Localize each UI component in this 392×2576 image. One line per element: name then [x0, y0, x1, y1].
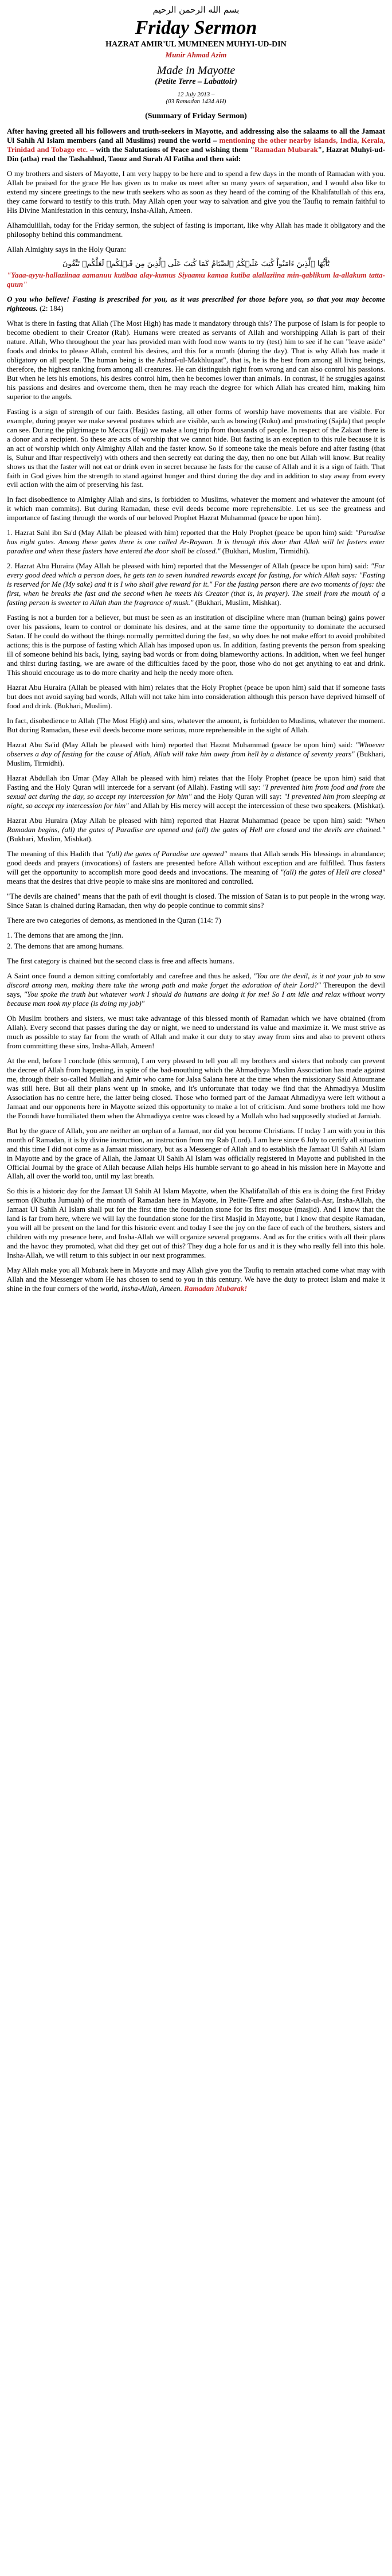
demon-categories-list: [7, 931, 385, 951]
paragraph: At the end, before I conclude (this sermon), I am very pleased to tell you all my brothers and sisters that nobody can prevent the decree of Allah from happening, in spite of the bad-mouthing which the Ahmadiyya Muslim Association has made against me, through their so-called Mullah and Amir who came for Jalsa Salana here at the time when the missionary Said Attoumane was still here. But all their plans went up in smoke, and it's unfortunate that today we find that the Ahmadiyya Muslim Association has no centre here, the latter being closed. Those who formed part of the Jamaat Ahmadiyya were left without a Jamaat and our opponents here in Mayotte seized this opportunity to make a lot of criticism. And some brothers told me how the Foondi have humiliated them when the Ahmadiyya centre was closed by a Mullah who had supposedly studied at Jamiah.: [7, 1056, 385, 1120]
paragraph: In fact, disobedience to Allah (The Most High) and sins, whatever the amount, is forbidden to Muslims, whatever the moment. But during Ramadan, these evil deeds become more serious, more reprehensible in the sight of Allah.: [7, 716, 385, 735]
date-hijri: (03 Ramadan 1434 AH): [166, 98, 226, 105]
document-title: Friday Sermon: [135, 17, 257, 38]
paragraph: O my brothers and sisters of Mayotte, I am very happy to be here and to spend a few days in the month of Ramadan with you. Allah be praised for the grace He has given us to make us meet after so many years of separation, and I would also like to extend my sincere greetings to the new truth seekers who as soon as they heard of the coming of the Khalifatullah of this era, they came forward to testify to this truth. May Allah open your way to salvation and give you the Taufiq to remain faithful to His Divine Manifestation in this century, Insha-Allah, Ameen.: [7, 169, 385, 214]
quran-verse-arabic: يَٰٓأَيُّهَا ٱلَّذِينَ ءَامَنُواْ كُتِبَ عَلَيۡكُمُ ٱلصِّيَامُ كَمَا كُتِبَ عَلَى ٱلَّذِينَ مِن قَبۡلِكُمۡ لَعَلَّكُمۡ تَتَّقُونَ: [62, 259, 330, 268]
quran-verse-translation: O you who believe! Fasting is prescribed for you, as it was prescribed for those before you, so that you may become righteous. (2: 184): [7, 294, 385, 313]
list-item: 2. The demons that are among humans.: [7, 941, 124, 950]
paragraph: Fasting is not a burden for a believer, but must be seen as an institution of discipline where man (human being) gains power over his passions, learn to control or dominate his desires, and at the same time the opportunity to dominate the accursed Satan. If he could do without the things normally permitted during the fast, so why does he not make effort to avoid prohibited actions; this is the purpose of fasting which Allah has imposed upon us. In addition, fasting prevents the person from speaking ill of someone behind his back, lying, saying bad words or from doing blameworthy actions. In addition, when we feel hunger and thirst during fasting, we are aware of the difficulties faced by the poor, those who do not get anything to eat and drink. This should encourage us to do more charity and help the needy more often.: [7, 613, 385, 677]
hadith-paragraph: Hazrat Abu Sa'id (May Allah be pleased with him) reported that Hazrat Muhammad (peace be upon him) said: "Whoever observes a day of fasting for the cause of Allah, Allah will take him away from hell by a distance of seventy years" (Bukhari, Muslim, Tirmidhi).: [7, 740, 385, 768]
hadith-paragraph: 2. Hazrat Abu Huraira (May Allah be pleased with him) reported that the Messenger of Allah (peace be upon him) said: "For every good deed which a person does, he gets ten to seven hundred rewards except for fasting, for which Allah says: "Fasting is reserved for Me (My sake) and it is I who shall give reward for it." For the fasting person there are two moments of joys: the first, when he breaks the fast and the second when he meets his Creator (that is, in prayer). The smell from the mouth of a fasting person is sweeter to Allah than the fragrance of musk." (Bukhari, Muslim, Mishkat).: [7, 561, 385, 607]
paragraph: What is there in fasting that Allah (The Most High) has made it mandatory through this? The purpose of Islam is for people to become obedient to their Creator (Rab). Humans were created as servants of Allah and worshipping Allah is part of their nature. Allah, Who throughout the year has provided man with food now wants to try (test) him to see if he can "leave aside" foods and drinks to please Allah, control his desires, and this for a month (during the day). That is why Allah has made it obligatory on all people. The human being is the Ashraf-ul-Makhluqaat", that is, he is the best from among all living beings, therefore, the highest ranking from among all creatures. He can distinguish right from wrong and can also control his passions. But when he lets his emotions, his desires control him, then he becomes lower than animals. In contrast, if he struggles against his passions and desires and overcome them, then he may reach the degree for which Allah has created him, making him superior to the angels.: [7, 318, 385, 401]
paragraph: But by the grace of Allah, you are neither an orphan of a Jamaat, nor did you become Christians. If today I am with you in this month of Ramadan, it is by divine instruction, an instruction from my Rab (Lord). I am here since 6 July to certify all situation and this time I did not come as a Jamaat missionary, but as a Messenger of Allah and to establish the Jamaat Ul Sahih Al Islam in Mayotte and by the grace of Allah, the Jamaat Ul Sahih Al Islam was officially registered in Mayotte and published in the Official Journal by the grace of Allah because Allah helps His humble servant to go ahead in his mission here in Mayotte and Allah, all over the world too, until my last breath.: [7, 1126, 385, 1181]
place-main: Made in Mayotte: [156, 64, 236, 77]
author-name: Munir Ahmad Azim: [165, 50, 227, 59]
paragraph: Allah Almighty says in the Holy Quran:: [7, 244, 126, 253]
paragraph: The meaning of this Hadith that "(all) the gates of Paradise are opened" means that Allah sends His blessings in abundance; good deeds and prayers (invocations) of fasters are presented before Allah without exception and are fulfilled. Thus fasters will get the opportunity to accomplish more good deeds and invocations. The meaning of "(all) the gates of Hell are closed" means that the desires that drive people to make sins are monitored and controlled.: [7, 849, 386, 885]
quran-verse-transliteration: "Yaaa-ayyu-hallaziinaa aamanuu kutibaa alay-kumus Siyaamu kamaa kutiba alallaziina min-qablikum la-allakum tatta-quun": [7, 270, 385, 288]
place-sub: (Petite Terre – Labattoir): [155, 77, 237, 86]
hadith-paragraph: 1. Hazrat Sahl ibn Sa'd (May Allah be pleased with him) reported that the Holy Prophet (peace be upon him) said: "Paradise has eight gates. Among these gates there is one called Ar-Rayaan. It is through this door that Allah will let fasters enter paradise and when these fasters have entered the door shall be closed." (Bukhari, Muslim, Tirmidhi).: [7, 528, 385, 556]
paragraph: Alhamdulillah, today for the Friday sermon, the subject of fasting is important, like why Allah has made it obligatory and the philosophy behind this commandment.: [7, 220, 385, 239]
date-gregorian: 12 July 2013 –: [177, 91, 215, 98]
paragraph: "The devils are chained" means that the path of evil thought is closed. The mission of Satan is to put people in the wrong way. Since Satan is chained during Ramadan, then why do people continue to commit sins?: [7, 891, 385, 910]
hadith-paragraph: Hazrat Abu Huraira (Allah be pleased with him) relates that the Holy Prophet (peace be upon him) said that if someone fasts but does not avoid saying bad words, Allah will not take him into consideration although this person have deprived himself of food and drink. (Bukhari, Muslim).: [7, 683, 385, 711]
intro-bold-mid: with the Salutations of Peace and wishing them ": [93, 145, 254, 154]
paragraph: Fasting is a sign of strength of our faith. Besides fasting, all other forms of worship have movements that are visible. For example, during prayer we make several postures which are visible, such as bowing (Ruku) and prostrating (Sajda) that people can see. During the pilgrimage to Mecca (Hajj) we make a long trip from thousands of people. In respect of the Zakaat there is a donor and a recipient. So these are acts of worship that we cannot hide. But fasting is an exception to this rule because it is an act of worship which only Almighty Allah and the faster know. So if someone take the meals before and after fasting (that is, Suhur and Iftar respectively) with others and then secretly eat during the day, then no one but Allah will know. But reality shows us that the faster will not eat or drink even in secret because he fasts for the cause of Allah and it is a sign of faith. That faith in God gives him the strength to stand against hunger and thirst during the day and in addition to stay away from every evil action with the aim of preserving his fast.: [7, 407, 385, 489]
intro-ramadan: Ramadan Mubarak: [254, 145, 318, 154]
hadith-paragraph: Hazrat Abu Huraira (May Allah be pleased with him) reported that Hazrat Muhammad (peace be upon him) said: "When Ramadan begins, (all) the gates of Paradise are opened and (all) the gates of Hell are closed and the devils are chained." (Bukhari, Muslim, Mishkat).: [7, 816, 385, 843]
bismillah: بسم الله الرحمن الرحيم: [152, 5, 240, 15]
intro-bold-end: ", Hazrat Muhyi-ud-Din (atba) read the Tashahhud, Taouz and Surah Al Fatiha and then said:: [7, 145, 385, 163]
summary-heading: (Summary of Friday Sermon): [145, 112, 247, 120]
intro-paragraph: [7, 127, 385, 163]
paragraph: There are two categories of demons, as mentioned in the Quran (114: 7): [7, 915, 221, 924]
hadith-paragraph: Hazrat Abdullah ibn Umar (May Allah be pleased with him) relates that the Holy Prophet (peace be upon him) said that Fasting and the Holy Quran will intercede for a servant (of Allah). Fasting will say: "I prevented him from food and from the sexual act during the day, so accept my intercession for him" and the Holy Quran will say: "I prevented him from sleeping at night, so accept my intercession for him" and Allah by His mercy will accept the intercession of these two speakers. (Mishkat).: [7, 774, 385, 810]
paragraph: So this is a historic day for the Jamaat Ul Sahih Al Islam Mayotte, when the Khalifatullah of this era is doing the first Friday sermon (Khutba Jumuah) of the month of Ramadan here in Mayotte, in Petite-Terre and after Salat-ul-Asr, Insha-Allah, the Jamaat Ul Sahih Al Islam shall put for the first time the foundation stone for its first mosque (masjid). And I know that the land is far from here, where we will lay the foundation stone for the first Masjid in Mayotte, but I know that despite Ramadan, you will all be present on the land for this historic event and today I see the joy on the face of each of the brothers, sisters and children with my presence here, and Insha-Allah we will organize several programs. And as for the critics with all their plans and the havoc they promoted, what did they get out of this? They dug a hole for us and it is they who really fell into this hole. Insha-Allah, we will return to this subject in our next programmes.: [7, 1186, 385, 1260]
intro-highlight: mentioning the other nearby islands, India, Kerala, Trinidad and Tobago etc. –: [7, 135, 386, 154]
paragraph: Oh Muslim brothers and sisters, we must take advantage of this blessed month of Ramadan which we have obtained (from Allah). Every second that passes during the day or night, we need to understand its value and maximize it. We must strive as much as possible to stay far from the wrath of Allah and make it our duty to stay away from sins and also to prevent others from committing these sins, Insha-Allah, Ameen!: [7, 1013, 385, 1050]
document-subtitle: HAZRAT AMIR'UL MUMINEEN MUHYI-UD-DIN: [105, 40, 287, 49]
closing-paragraph: May Allah make you all Mubarak here in Mayotte and may Allah give you the Taufiq to remain attached come what may with Allah and the Messenger whom He has chosen to send to you in this century. We have the duty to protect Islam and make it shine in the four corners of the world, Insha-Allah, Ameen. Ramadan Mubarak!: [7, 1266, 385, 1293]
intro-bold-start: After having greeted all his followers and truth-seekers in Mayotte, and addressing also the salaams to all the Jamaat Ul Sahih Al Islam members (and all Muslims) round the world –: [7, 127, 385, 145]
paragraph: The first category is chained but the second class is free and affects humans.: [7, 956, 234, 965]
list-item: 1. The demons that are among the jinn.: [7, 930, 124, 939]
paragraph: A Saint once found a demon sitting comfortably and carefree and thus he asked, "You are the devil, is it not your job to sow discord among men, making them take the wrong path and make forget the adoration of their Lord?" Thereupon the devil says, "You spoke the truth but whatever work I should do humans are doing it for me! So I am idle and relax without worry because man took my place (is doing my job)": [7, 971, 386, 1008]
paragraph: In fact disobedience to Almighty Allah and sins, is forbidden to Muslims, whatever the moment and whatever the amount (of it which man commits). But during Ramadan, these evil deeds become more reprehensible. Let us see the greatness and importance of fasting through the words of our beloved Prophet Hazrat Muhammad (peace be upon him).: [7, 495, 385, 522]
